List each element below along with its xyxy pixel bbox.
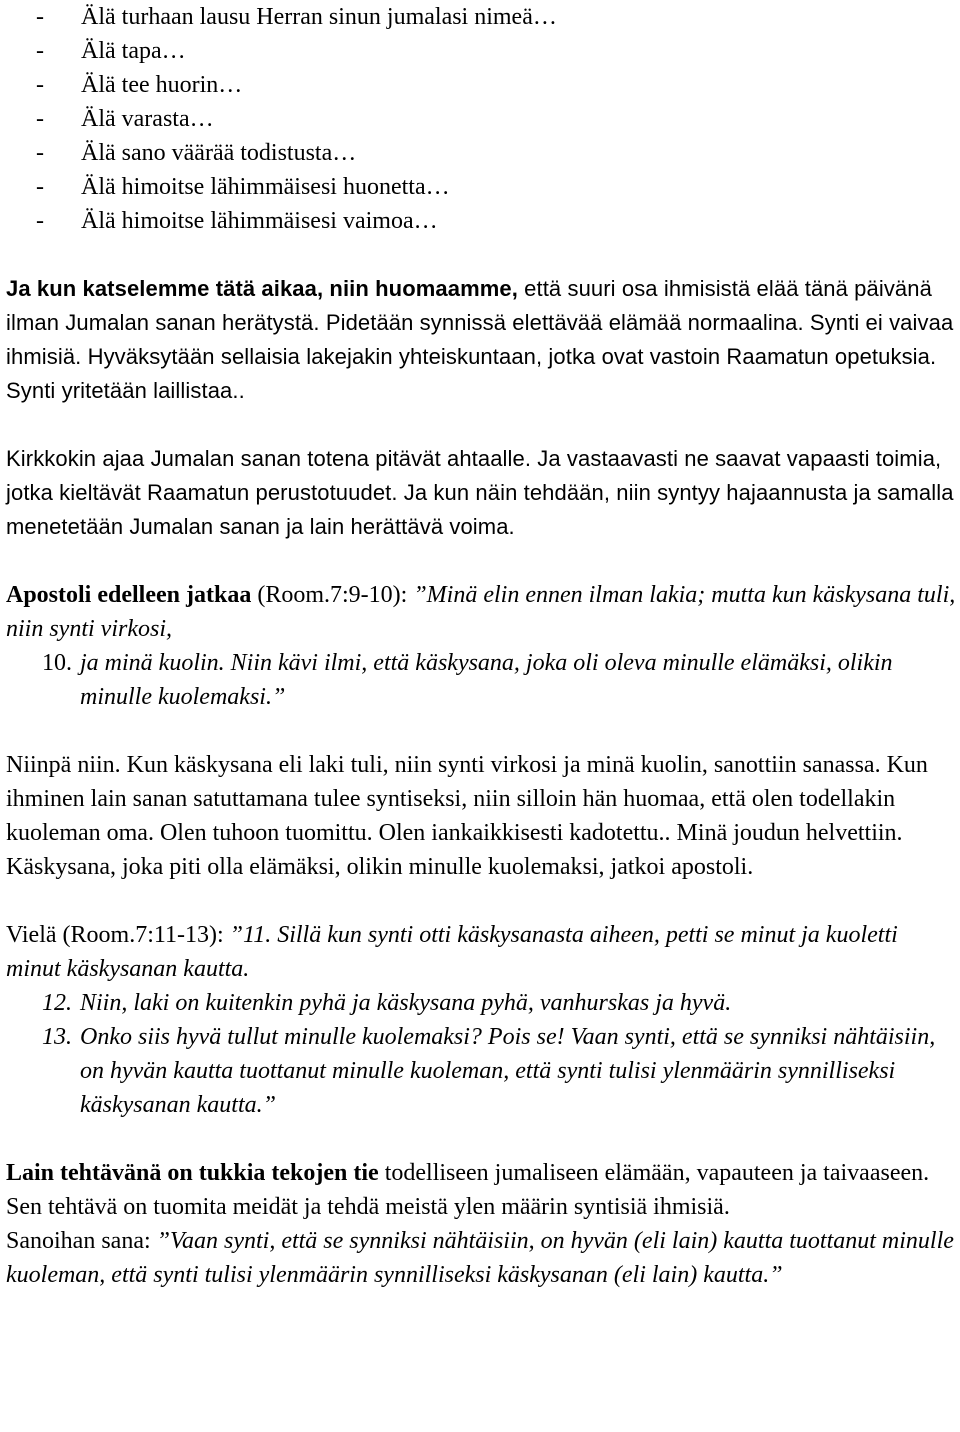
list-item xyxy=(6,204,956,238)
commandment-text: Älä tee huorin… xyxy=(81,72,243,98)
document-page xyxy=(6,0,956,1292)
verse-list-10 xyxy=(6,646,956,714)
spacer xyxy=(6,544,956,578)
commandment-text: Älä turhaan lausu Herran sinun jumalasi nimeä… xyxy=(81,4,557,30)
list-item xyxy=(6,68,956,102)
verse-text: ja minä kuolin. Niin kävi ilmi, että käskysana, joka oli oleva minulle elämäksi, olikin minulle kuolemaksi.” xyxy=(80,650,893,710)
verse-item xyxy=(6,1020,956,1122)
paragraph-sanoihan xyxy=(6,1224,956,1292)
commandment-text: Älä himoitse lähimmäisesi vaimoa… xyxy=(81,208,438,234)
verse-number: 13. xyxy=(42,1024,72,1050)
paragraph-current-times xyxy=(6,272,956,408)
paragraph-viela xyxy=(6,918,956,986)
paragraph-lead: Sanoihan sana: xyxy=(6,1228,157,1254)
verse-list-12-13 xyxy=(6,986,956,1122)
list-dash: - xyxy=(36,4,44,30)
commandment-text: Älä himoitse lähimmäisesi huonetta… xyxy=(81,174,450,200)
paragraph-apostle xyxy=(6,578,956,646)
scripture-quote: ”11. Sillä kun synti otti käskysanasta aiheen, petti se minut ja kuoletti minut käskysanan kautta. xyxy=(6,922,898,982)
paragraph-text: että suuri osa ihmisistä elää tänä päivänä ilman Jumalan sanan herätystä. Pidetään synnissä elettävää elämää normaalina. Synti ei vaivaa ihmisiä. Hyväksytään sellaisia lakejakin yhteiskuntaan, jotka ovat vastoin Raamatun opetuksia. Synti yritetään laillistaa.. xyxy=(6,276,954,403)
list-item xyxy=(6,170,956,204)
list-dash: - xyxy=(36,208,44,234)
commandment-text: Älä varasta… xyxy=(81,106,214,132)
list-item xyxy=(6,34,956,68)
verse-number: 10. xyxy=(42,650,72,676)
spacer xyxy=(6,1122,956,1156)
verse-number: 12. xyxy=(42,990,72,1016)
spacer xyxy=(6,714,956,748)
bold-lead: Lain tehtävänä on tukkia tekojen tie xyxy=(6,1160,379,1186)
scripture-quote: ”Vaan synti, että se synniksi nähtäisiin, on hyvän (eli lain) kautta tuottanut minulle kuoleman, että synti tulisi ylenmäärin synnilliseksi käskysanan (eli lain) kautta.” xyxy=(6,1228,954,1288)
commandments-list xyxy=(6,0,956,238)
list-item xyxy=(6,136,956,170)
bold-lead: Ja kun katselemme tätä aikaa, niin huomaamme, xyxy=(6,276,518,301)
list-item xyxy=(6,102,956,136)
paragraph-church: Kirkkokin ajaa Jumalan sanan totena pitävät ahtaalle. Ja vastaavasti ne saavat vapaasti toimia, jotka kieltävät Raamatun perustotuudet. Ja kun näin tehdään, niin syntyy hajaannusta ja samalla menetetään Jumalan sanan ja lain herättävä voima. xyxy=(6,446,954,539)
paragraph-text: todelliseen jumaliseen elämään, vapauteen ja taivaaseen. Sen tehtävä on tuomita meidät ja tehdä meistä ylen määrin syntisiä ihmisiä. xyxy=(6,1160,930,1220)
spacer xyxy=(6,238,956,272)
scripture-quote: ”Minä elin ennen ilman lakia; mutta kun käskysana tuli, niin synti virkosi, xyxy=(6,582,956,642)
verse-item xyxy=(6,646,956,714)
spacer xyxy=(6,408,956,442)
list-dash: - xyxy=(36,106,44,132)
verse-item xyxy=(6,986,956,1020)
bold-lead: Apostoli edelleen jatkaa xyxy=(6,582,252,608)
verse-text: Onko siis hyvä tullut minulle kuolemaksi? Pois se! Vaan synti, että se synniksi nähtäisiin, on hyvän kautta tuottanut minulle kuoleman, että synti tulisi ylenmäärin synnilliseksi käskysanan kautta.” xyxy=(80,1024,936,1118)
list-dash: - xyxy=(36,38,44,64)
list-dash: - xyxy=(36,174,44,200)
list-item xyxy=(6,0,956,34)
list-dash: - xyxy=(36,72,44,98)
scripture-reference: (Room.7:9-10): xyxy=(251,582,414,608)
commandment-text: Älä tapa… xyxy=(81,38,186,64)
list-dash: - xyxy=(36,140,44,166)
paragraph-law-task xyxy=(6,1156,956,1224)
scripture-reference: Vielä (Room.7:11-13): xyxy=(6,922,230,948)
commandment-text: Älä sano väärää todistusta… xyxy=(81,140,357,166)
paragraph-niinpa: Niinpä niin. Kun käskysana eli laki tuli, niin synti virkosi ja minä kuolin, sanottiin sanassa. Kun ihminen lain sanan satuttamana tulee syntiseksi, niin silloin hän huomaa, että olen todellakin kuoleman oma. Olen tuhoon tuomittu. Olen iankaikkisesti kadotettu.. Minä joudun helvettiin. Käskysana, joka piti olla elämäksi, olikin minulle kuolemaksi, jatkoi apostoli. xyxy=(6,752,928,880)
verse-text: Niin, laki on kuitenkin pyhä ja käskysana pyhä, vanhurskas ja hyvä. xyxy=(80,990,732,1016)
spacer xyxy=(6,884,956,918)
